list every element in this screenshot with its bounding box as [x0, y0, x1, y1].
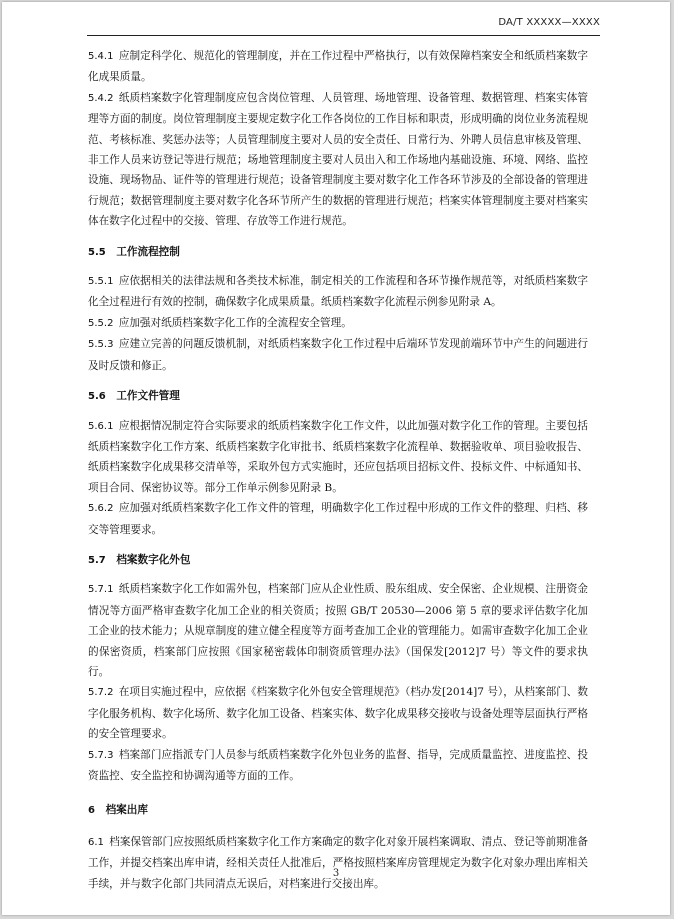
paragraph-text: 应加强对纸质档案数字化工作文件的管理，明确数字化工作过程中形成的工作文件的整理、归档、移交等管理要求。	[88, 502, 588, 536]
paragraph	[88, 682, 588, 744]
paragraph	[88, 745, 588, 787]
section-heading	[88, 800, 588, 821]
paragraph	[88, 334, 588, 376]
section-number: 5.7.2	[88, 687, 114, 699]
section-number: 5.4.2	[88, 92, 114, 104]
section-title: 工作流程控制	[116, 245, 180, 258]
paragraph-text: 应建立完善的问题反馈机制，对纸质档案数字化工作过程中后端环节发现前端环节中产生的问题进行及时反馈和修正。	[88, 338, 588, 372]
section-number: 6	[88, 805, 95, 817]
section-heading	[88, 386, 588, 407]
page-number: 3	[332, 868, 340, 879]
section-number: 5.4.1	[88, 51, 114, 62]
section-number: 5.5.2	[88, 317, 114, 329]
paragraph	[88, 313, 588, 334]
paragraph	[88, 271, 588, 313]
paragraph	[88, 88, 588, 232]
section-number: 5.5.1	[88, 276, 114, 288]
section-number: 5.7.3	[88, 749, 114, 761]
paragraph-text: 应根据情况制定符合实际要求的纸质档案数字化工作文件，以此加强对数字化工作的管理。主要包括纸质档案数字化工作方案、纸质档案数字化审批书、纸质档案数字化流程单、数据验收单、项目验收报告、纸质档案数字化成果移交清单等，采取外包方式实施时，还应包括项目招标文件、投标文件、中标通知书、项目合同、保密协议等。部分工作单示例参见附录 B。	[88, 419, 588, 494]
paragraph-text: 应依据相关的法律法规和各类技术标准，制定相关的工作流程和各环节操作规范等，对纸质档案数字化全过程进行有效的控制，确保数字化成果质量。纸质档案数字化流程示例参见附录 A。	[88, 275, 588, 309]
paragraph-text: 档案部门应指派专门人员参与纸质档案数字化外包业务的监督、指导，完成质量监控、进度监控、投资监控、安全监控和协调沟通等方面的工作。	[88, 748, 588, 782]
document-body	[88, 46, 588, 894]
section-number: 5.6	[88, 391, 106, 403]
paragraph-text: 纸质档案数字化工作如需外包，档案部门应从企业性质、股东组成、安全保密、企业规模、注册资金情况等方面严格审查数字化加工企业的相关资质；按照 GB/T 20530—2006 第 5 章的要求评估数字化加工企业的技术能力；从规章制度的建立健全程度等方面考查加工企业的管理能力。如需审查数字化加工企业的保密资质，档案部门应按照《国家秘密载体印制资质管理办法》（国保发[2012]7 号）等文件的要求执行。	[88, 583, 588, 678]
paragraph	[88, 498, 588, 540]
section-number: 6.1	[88, 836, 104, 848]
section-number: 5.7	[88, 554, 106, 566]
section-title: 档案出库	[105, 804, 148, 817]
section-number: 5.5	[88, 246, 106, 258]
section-number: 5.5.3	[88, 339, 114, 351]
section-number: 5.7.1	[88, 584, 114, 596]
document-code: DA/T XXXXX—XXXX	[498, 17, 600, 28]
document-page	[2, 2, 670, 915]
paragraph	[88, 46, 588, 88]
paragraph-text: 应加强对纸质档案数字化工作的全流程安全管理。	[118, 316, 352, 329]
header-divider	[87, 35, 600, 36]
paragraph-text: 在项目实施过程中，应依据《档案数字化外包安全管理规范》（档办发[2014]7 号），从档案部门、数字化服务机构、数字化场所、数字化加工设备、档案实体、数字化成果移交接收与设备处理等层面执行严格的安全管理要求。	[88, 686, 588, 741]
paragraph	[88, 416, 588, 499]
section-heading	[88, 550, 588, 571]
paragraph-text: 应制定科学化、规范化的管理制度，并在工作过程中严格执行，以有效保障档案安全和纸质档案数字化成果质量。	[88, 50, 588, 84]
section-number: 5.6.2	[88, 503, 114, 515]
section-number: 5.6.1	[88, 420, 114, 432]
section-title: 工作文件管理	[116, 390, 180, 403]
paragraph	[88, 579, 588, 682]
paragraph-text: 档案保管部门应按照纸质档案数字化工作方案确定的数字化对象开展档案调取、清点、登记等前期准备工作，并提交档案出库申请，经相关责任人批准后，严格按照档案库房管理规定为数字化对象办理出库相关手续，并与数字化部门共同清点无误后，对档案进行交接出库。	[88, 835, 588, 890]
paragraph-text: 纸质档案数字化管理制度应包含岗位管理、人员管理、场地管理、设备管理、数据管理、档案实体管理等方面的制度。岗位管理制度主要规定数字化工作各岗位的工作目标和职责，形成明确的岗位业务流程规范、考核标准、奖惩办法等；人员管理制度主要对人员的安全责任、日常行为、外聘人员信息审核及管理、非工作人员来访登记等进行规范；场地管理制度主要对人员出入和工作场地内基础设施、环境、网络、监控设施、现场物品、证件等的管理进行规范；设备管理制度主要对数字化工作各环节涉及的全部设备的管理进行规范；数据管理制度主要对数字化各环节所产生的数据的管理进行规范；档案实体管理制度主要对档案实体在数字化过程中的交接、管理、存放等工作进行规范。	[88, 91, 588, 228]
paragraph	[88, 832, 588, 894]
section-title: 档案数字化外包	[116, 553, 191, 566]
section-heading	[88, 242, 588, 263]
